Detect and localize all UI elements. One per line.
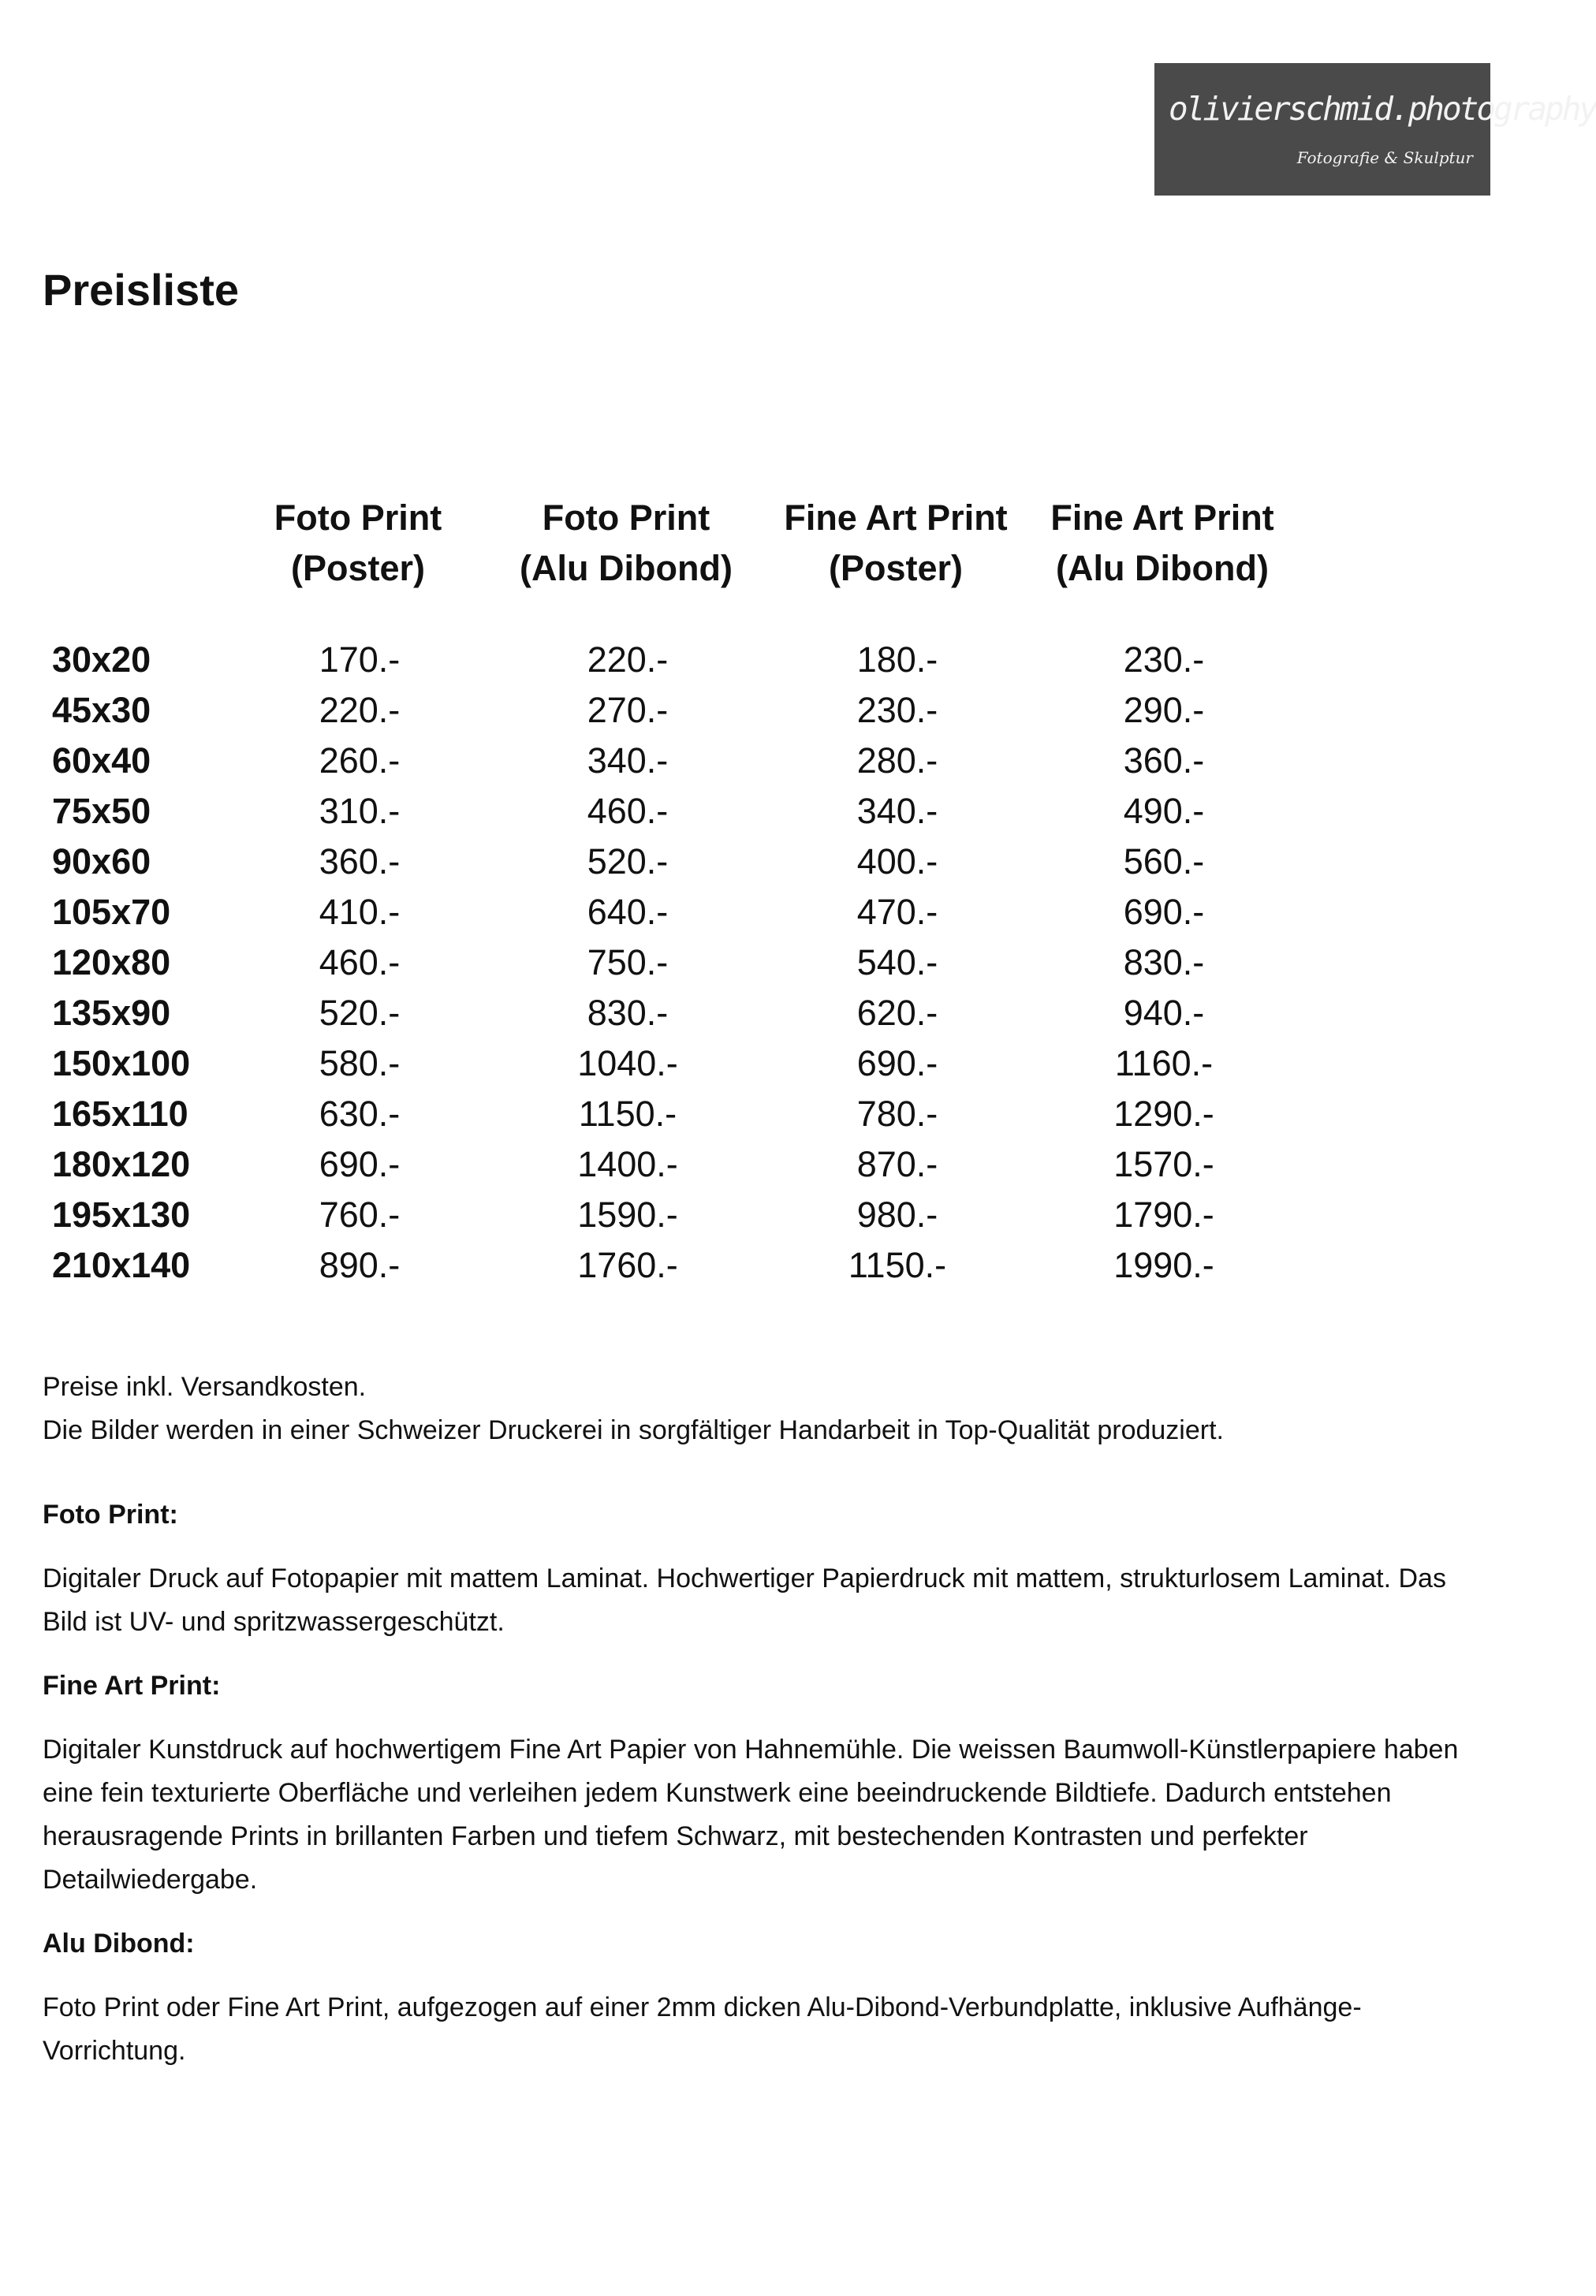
size-cell: 180x120 bbox=[52, 1144, 191, 1184]
table-row bbox=[43, 837, 1320, 887]
brand-logo bbox=[1154, 63, 1596, 196]
price-cell: 230.- bbox=[1123, 639, 1205, 680]
price-cell: 520.- bbox=[319, 993, 401, 1033]
price-cell: 220.- bbox=[587, 639, 669, 680]
price-cell: 1790.- bbox=[1113, 1195, 1214, 1235]
header-fine-art-alu-line1: Fine Art Print bbox=[1050, 498, 1274, 538]
price-cell: 760.- bbox=[319, 1195, 401, 1235]
notes-section bbox=[43, 1366, 1478, 2073]
price-cell: 310.- bbox=[319, 791, 401, 831]
price-cell: 460.- bbox=[319, 942, 401, 982]
size-cell: 30x20 bbox=[52, 639, 151, 680]
table-row bbox=[43, 988, 1320, 1038]
price-cell: 540.- bbox=[856, 942, 938, 982]
price-cell: 1590.- bbox=[577, 1195, 678, 1235]
fine-art-print-description: Digitaler Kunstdruck auf hochwertigem Fine Art Papier von Hahnemühle. Die weissen Baumwoll-Künstlerpapiere haben eine fein texturierte Oberfläche und verleihen jedem Kunstwerk eine beeindruckende Bildtiefe. Dadurch entstehen herausragende Prints in brillanten Farben und tiefem Schwarz, mit bestechenden Kontrasten und perfekter Detailwiedergabe. bbox=[43, 1735, 1459, 1895]
price-cell: 260.- bbox=[319, 740, 401, 781]
price-cell: 560.- bbox=[1123, 841, 1205, 882]
price-cell: 290.- bbox=[1123, 690, 1205, 730]
price-cell: 690.- bbox=[1123, 892, 1205, 932]
size-cell: 105x70 bbox=[52, 892, 171, 932]
price-cell: 1290.- bbox=[1113, 1094, 1214, 1134]
price-cell: 870.- bbox=[856, 1144, 938, 1184]
price-cell: 340.- bbox=[856, 791, 938, 831]
table-row bbox=[43, 736, 1320, 786]
alu-dibond-heading: Alu Dibond: bbox=[43, 1929, 195, 1959]
size-cell: 210x140 bbox=[52, 1245, 191, 1285]
header-foto-print-alu-line1: Foto Print bbox=[542, 498, 710, 538]
table-row bbox=[43, 786, 1320, 837]
table-row bbox=[43, 1089, 1320, 1139]
price-cell: 580.- bbox=[319, 1043, 401, 1083]
table-row bbox=[43, 635, 1320, 685]
price-cell: 1040.- bbox=[577, 1043, 678, 1083]
table-header-row-2 bbox=[43, 543, 1320, 594]
price-cell: 1150.- bbox=[578, 1094, 677, 1134]
size-cell: 165x110 bbox=[52, 1094, 188, 1134]
header-foto-print-poster-line1: Foto Print bbox=[274, 498, 442, 538]
production-note: Die Bilder werden in einer Schweizer Druckerei in sorgfältiger Handarbeit in Top-Qualität produziert. bbox=[43, 1415, 1224, 1445]
price-cell: 460.- bbox=[587, 791, 669, 831]
price-cell: 630.- bbox=[319, 1094, 401, 1134]
price-cell: 1160.- bbox=[1114, 1043, 1214, 1083]
table-row bbox=[43, 887, 1320, 937]
foto-print-heading: Foto Print: bbox=[43, 1500, 178, 1530]
price-cell: 1760.- bbox=[577, 1245, 678, 1285]
table-row bbox=[43, 685, 1320, 736]
table-row bbox=[43, 1139, 1320, 1190]
price-cell: 980.- bbox=[856, 1195, 938, 1235]
price-cell: 690.- bbox=[856, 1043, 938, 1083]
price-cell: 890.- bbox=[319, 1245, 401, 1285]
price-cell: 280.- bbox=[856, 740, 938, 781]
price-cell: 1570.- bbox=[1113, 1144, 1214, 1184]
table-row bbox=[43, 1190, 1320, 1240]
price-cell: 1400.- bbox=[577, 1144, 678, 1184]
price-cell: 360.- bbox=[319, 841, 401, 882]
price-cell: 830.- bbox=[587, 993, 669, 1033]
page-title: Preisliste bbox=[43, 265, 240, 315]
price-cell: 410.- bbox=[319, 892, 401, 932]
price-cell: 270.- bbox=[587, 690, 669, 730]
price-cell: 780.- bbox=[856, 1094, 938, 1134]
table-row bbox=[43, 1038, 1320, 1089]
size-cell: 60x40 bbox=[52, 740, 151, 781]
price-cell: 1990.- bbox=[1113, 1245, 1214, 1285]
shipping-note: Preise inkl. Versandkosten. bbox=[43, 1372, 367, 1402]
header-fine-art-alu-line2: (Alu Dibond) bbox=[1056, 548, 1269, 588]
price-cell: 400.- bbox=[856, 841, 938, 882]
price-cell: 520.- bbox=[587, 841, 669, 882]
price-cell: 220.- bbox=[319, 690, 401, 730]
price-cell: 750.- bbox=[587, 942, 669, 982]
header-foto-print-alu-line2: (Alu Dibond) bbox=[520, 548, 733, 588]
price-table bbox=[43, 493, 1320, 1291]
fine-art-print-heading: Fine Art Print: bbox=[43, 1671, 221, 1701]
size-cell: 75x50 bbox=[52, 791, 151, 831]
size-cell: 135x90 bbox=[52, 993, 171, 1033]
alu-dibond-description: Foto Print oder Fine Art Print, aufgezogen auf einer 2mm dicken Alu-Dibond-Verbundplatte, inklusive Aufhänge-Vorrichtung. bbox=[43, 1992, 1362, 2066]
header-foto-print-poster-line2: (Poster) bbox=[290, 548, 426, 588]
table-header-row-1 bbox=[43, 493, 1320, 543]
header-fine-art-poster-line2: (Poster) bbox=[828, 548, 964, 588]
price-cell: 170.- bbox=[319, 639, 401, 680]
size-cell: 150x100 bbox=[52, 1043, 191, 1083]
price-cell: 340.- bbox=[587, 740, 669, 781]
table-row bbox=[43, 937, 1320, 988]
price-cell: 360.- bbox=[1123, 740, 1205, 781]
foto-print-description: Digitaler Druck auf Fotopapier mit mattem Laminat. Hochwertiger Papierdruck mit mattem, strukturlosem Laminat. Das Bild ist UV- und spritzwassergeschützt. bbox=[43, 1564, 1446, 1637]
price-cell: 690.- bbox=[319, 1144, 401, 1184]
price-cell: 490.- bbox=[1123, 791, 1205, 831]
price-cell: 940.- bbox=[1123, 993, 1205, 1033]
size-cell: 90x60 bbox=[52, 841, 151, 882]
price-cell: 1150.- bbox=[848, 1245, 947, 1285]
size-cell: 120x80 bbox=[52, 942, 171, 982]
price-cell: 470.- bbox=[856, 892, 938, 932]
logo-brand-name: olivierschmid.photography bbox=[1169, 90, 1596, 128]
price-cell: 230.- bbox=[856, 690, 938, 730]
header-fine-art-poster-line1: Fine Art Print bbox=[784, 498, 1008, 538]
price-cell: 640.- bbox=[587, 892, 669, 932]
price-cell: 830.- bbox=[1123, 942, 1205, 982]
table-row bbox=[43, 1240, 1320, 1291]
size-cell: 195x130 bbox=[52, 1195, 191, 1235]
price-cell: 180.- bbox=[856, 639, 938, 680]
size-cell: 45x30 bbox=[52, 690, 151, 730]
logo-tagline: Fotografie & Skulptur bbox=[1296, 148, 1473, 167]
price-cell: 620.- bbox=[856, 993, 938, 1033]
